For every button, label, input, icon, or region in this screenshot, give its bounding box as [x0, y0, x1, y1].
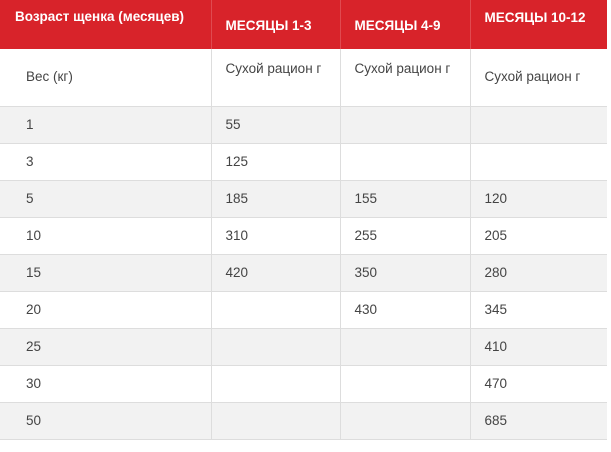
- months-1-3-cell: [211, 291, 340, 328]
- months-1-3-cell: 310: [211, 217, 340, 254]
- months-1-3-cell: 185: [211, 180, 340, 217]
- table-row: [0, 217, 607, 254]
- months-10-12-cell: [470, 106, 607, 143]
- table-row: [0, 254, 607, 291]
- table-row: [0, 291, 607, 328]
- months-10-12-cell: 470: [470, 365, 607, 402]
- months-10-12-cell: 410: [470, 328, 607, 365]
- subheader-weight-label: Вес (кг): [0, 49, 211, 106]
- header-months-10-12: МЕСЯЦЫ 10-12: [470, 0, 607, 49]
- weight-cell: 20: [0, 291, 211, 328]
- months-4-9-cell: [340, 365, 470, 402]
- table-body: [0, 49, 607, 439]
- subheader-row: [0, 49, 607, 106]
- weight-cell: 25: [0, 328, 211, 365]
- table-row: [0, 106, 607, 143]
- subheader-dry-food-1-3: Сухой рацион г: [211, 49, 340, 106]
- weight-cell: 10: [0, 217, 211, 254]
- table-row: [0, 180, 607, 217]
- weight-cell: 30: [0, 365, 211, 402]
- subheader-dry-food-10-12: Сухой рацион г: [470, 49, 607, 106]
- months-4-9-cell: 155: [340, 180, 470, 217]
- months-4-9-cell: [340, 143, 470, 180]
- months-4-9-cell: 430: [340, 291, 470, 328]
- table-row: [0, 328, 607, 365]
- months-1-3-cell: [211, 328, 340, 365]
- table-row: [0, 402, 607, 439]
- header-months-1-3: МЕСЯЦЫ 1-3: [211, 0, 340, 49]
- months-1-3-cell: 55: [211, 106, 340, 143]
- months-4-9-cell: 255: [340, 217, 470, 254]
- months-1-3-cell: 125: [211, 143, 340, 180]
- table-header: [0, 0, 607, 49]
- weight-cell: 1: [0, 106, 211, 143]
- months-1-3-cell: [211, 365, 340, 402]
- weight-cell: 50: [0, 402, 211, 439]
- months-10-12-cell: 685: [470, 402, 607, 439]
- weight-cell: 3: [0, 143, 211, 180]
- months-10-12-cell: 280: [470, 254, 607, 291]
- header-row: [0, 0, 607, 49]
- months-4-9-cell: [340, 106, 470, 143]
- header-age-label: Возраст щенка (месяцев): [0, 0, 211, 49]
- table-row: [0, 365, 607, 402]
- months-4-9-cell: [340, 328, 470, 365]
- subheader-dry-food-4-9: Сухой рацион г: [340, 49, 470, 106]
- header-months-4-9: МЕСЯЦЫ 4-9: [340, 0, 470, 49]
- months-10-12-cell: 205: [470, 217, 607, 254]
- months-10-12-cell: 120: [470, 180, 607, 217]
- months-10-12-cell: [470, 143, 607, 180]
- months-4-9-cell: [340, 402, 470, 439]
- months-1-3-cell: 420: [211, 254, 340, 291]
- months-1-3-cell: [211, 402, 340, 439]
- weight-cell: 15: [0, 254, 211, 291]
- months-4-9-cell: 350: [340, 254, 470, 291]
- weight-cell: 5: [0, 180, 211, 217]
- table-row: [0, 143, 607, 180]
- months-10-12-cell: 345: [470, 291, 607, 328]
